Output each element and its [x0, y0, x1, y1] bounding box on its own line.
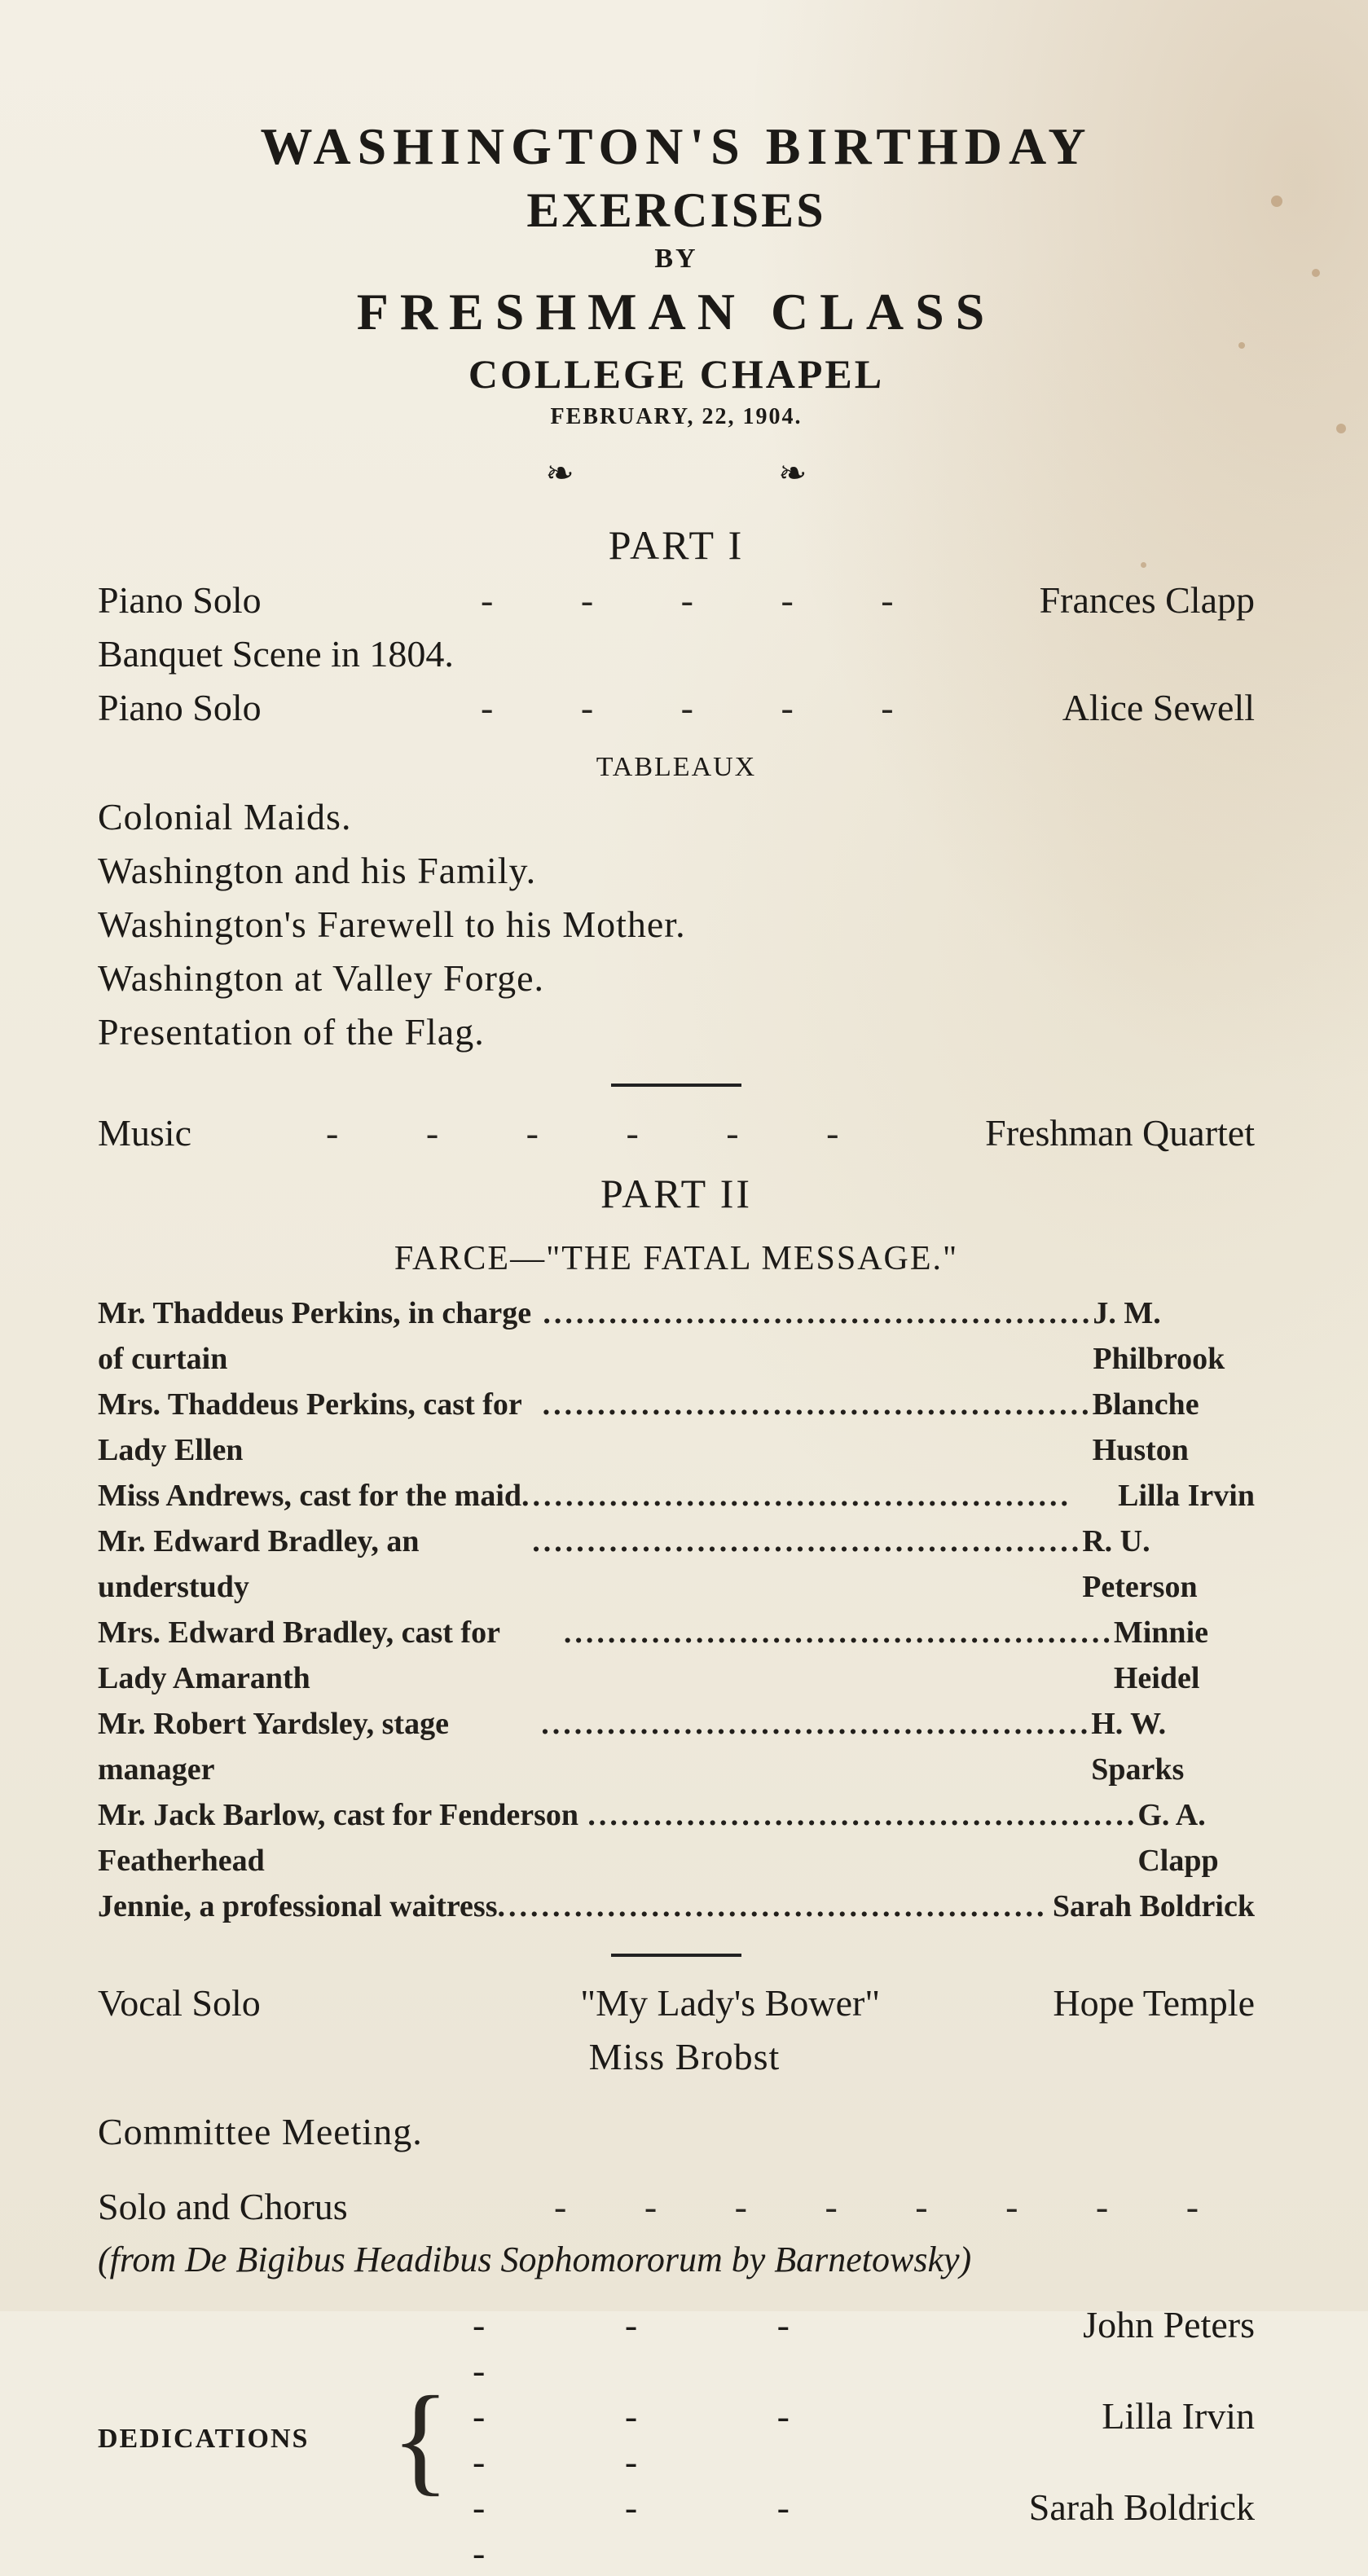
- cast-role: Mr. Edward Bradley, an understudy: [98, 1524, 420, 1604]
- vocal-solo-item: [98, 1976, 1255, 2030]
- item-title: Banquet Scene in 1804.: [98, 633, 454, 675]
- cast-row: [98, 1701, 1255, 1792]
- part-one-heading: PART I: [608, 522, 745, 568]
- cast-row: [98, 1519, 1255, 1610]
- item-dashes: - - - -: [473, 2486, 855, 2574]
- item-dashes: - - - - - -: [326, 1112, 878, 1154]
- cast-actor: Lilla Irvin: [1118, 1479, 1255, 1513]
- fleuron-ornament: ❧ ❧: [545, 455, 905, 493]
- dedication-row: [440, 2394, 1255, 2485]
- cast-role: Mr. Robert Yardsley, stage manager: [98, 1707, 449, 1787]
- dedications-block: [98, 2302, 1255, 2576]
- cast-actor: Minnie Heidel: [1113, 1615, 1208, 1695]
- dedication-name: John Peters: [1083, 2304, 1255, 2345]
- item-title: Vocal Solo: [98, 1982, 261, 2024]
- song-title: "My Lady's Bower": [580, 1982, 881, 2024]
- cast-role: Mr. Thaddeus Perkins, in charge of curtain: [98, 1296, 532, 1376]
- dedications-list: [440, 2302, 1255, 2576]
- leader-dots: ..................................................: [521, 1479, 1072, 1513]
- cast-actor: Sarah Boldrick: [1052, 1889, 1255, 1923]
- leader-dots: ..................................................: [543, 1296, 1093, 1330]
- brace-glyph: {: [391, 2372, 450, 2507]
- program-header: [98, 114, 1255, 499]
- tableau-item: Presentation of the Flag.: [98, 1011, 485, 1053]
- header-title: WASHINGTON'S BIRTHDAY: [260, 117, 1093, 175]
- item-title: Piano Solo: [98, 687, 262, 728]
- dedication-row: [440, 2485, 1255, 2576]
- item-dashes: - - - -: [473, 2304, 855, 2391]
- divider-rule: [611, 1084, 741, 1087]
- music-item: [98, 1106, 1255, 1160]
- cast-row: [98, 1610, 1255, 1701]
- cast-row: [98, 1382, 1255, 1473]
- part-two-heading: PART II: [600, 1171, 753, 1216]
- item-title: Music: [98, 1112, 191, 1154]
- item-dashes: - - - - -: [481, 579, 933, 621]
- item-performer: Freshman Quartet: [985, 1112, 1255, 1154]
- cast-actor: G. A. Clapp: [1137, 1798, 1219, 1878]
- header-class: FRESHMAN CLASS: [356, 283, 996, 341]
- program-item: [98, 681, 1255, 735]
- cast-actor: H. W. Sparks: [1091, 1707, 1185, 1787]
- item-dashes: - - - - -: [481, 687, 933, 728]
- tableau-item: Washington's Farewell to his Mother.: [98, 903, 686, 945]
- farce-title: FARCE—"THE FATAL MESSAGE.": [394, 1240, 959, 1277]
- cast-row: [98, 1290, 1255, 1382]
- tableau-item: Washington and his Family.: [98, 850, 537, 891]
- dedication-name: Sarah Boldrick: [1028, 2486, 1255, 2528]
- tableaux-list: [98, 790, 1255, 1059]
- leader-dots: ..................................................: [563, 1615, 1114, 1650]
- cast-role: Mr. Jack Barlow, cast for Fenderson Featherhead: [98, 1798, 579, 1878]
- cast-actor: R. U. Peterson: [1082, 1524, 1198, 1604]
- leader-dots: ..................................................: [542, 1387, 1093, 1422]
- item-title: Piano Solo: [98, 579, 262, 621]
- dedication-row: [440, 2302, 1255, 2394]
- divider-rule: [611, 1954, 741, 1957]
- program-item: [98, 627, 1255, 681]
- vocal-performer: Miss Brobst: [588, 2036, 781, 2077]
- committee-item: Committee Meeting.: [98, 2111, 423, 2152]
- tableau-item: Washington at Valley Forge.: [98, 957, 544, 999]
- tableau-item: Colonial Maids.: [98, 796, 352, 837]
- stain-spot: [1271, 196, 1282, 207]
- cast-role: Mrs. Thaddeus Perkins, cast for Lady Ellen: [98, 1387, 522, 1467]
- leader-dots: ..................................................: [532, 1524, 1083, 1558]
- cast-actor: Blanche Huston: [1092, 1387, 1199, 1467]
- part-one-items: [98, 574, 1255, 735]
- item-title: Solo and Chorus: [98, 2186, 348, 2227]
- header-date: FEBRUARY, 22, 1904.: [550, 404, 803, 429]
- leader-dots: ..................................................: [587, 1798, 1138, 1832]
- cast-role: Miss Andrews, cast for the maid: [98, 1479, 522, 1513]
- stain-spot: [1312, 269, 1320, 277]
- leader-dots: ..................................................: [497, 1889, 1048, 1923]
- cast-list: [98, 1290, 1255, 1929]
- item-dashes: - - - - - - - -: [554, 2186, 1234, 2227]
- item-performer: Alice Sewell: [1062, 687, 1255, 728]
- cast-row: [98, 1473, 1255, 1519]
- program-item: [98, 574, 1255, 627]
- dedications-label: DEDICATIONS: [98, 2424, 310, 2454]
- cast-row: [98, 1792, 1255, 1884]
- header-by: BY: [654, 244, 698, 274]
- solo-chorus-item: [98, 2180, 1255, 2234]
- item-performer: Frances Clapp: [1039, 579, 1255, 621]
- dedication-name: Lilla Irvin: [1102, 2395, 1255, 2437]
- solo-chorus-note: (from De Bigibus Headibus Sophomororum by Barnetowsky): [98, 2240, 972, 2279]
- cast-actor: J. M. Philbrook: [1093, 1296, 1225, 1376]
- tableaux-heading: TABLEAUX: [596, 752, 757, 782]
- leader-dots: ..................................................: [541, 1707, 1092, 1741]
- header-exercises: EXERCISES: [526, 183, 826, 237]
- header-venue: COLLEGE CHAPEL: [468, 351, 885, 397]
- item-dashes: - - - - -: [473, 2395, 855, 2482]
- cast-row: [98, 1884, 1255, 1929]
- program-content: [98, 114, 1255, 2576]
- cast-role: Jennie, a professional waitress: [98, 1889, 498, 1923]
- composer: Hope Temple: [1053, 1982, 1255, 2024]
- cast-role: Mrs. Edward Bradley, cast for Lady Amaranth: [98, 1615, 500, 1695]
- stain-spot: [1336, 424, 1346, 433]
